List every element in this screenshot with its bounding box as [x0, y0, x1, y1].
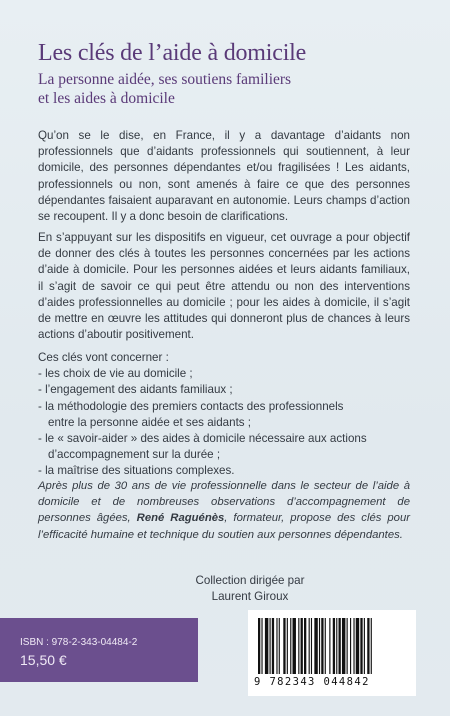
- list-item: - la méthodologie des premiers contacts des professionnels: [38, 399, 344, 413]
- barcode-bar: [333, 618, 335, 674]
- book-subtitle: [38, 70, 418, 108]
- isbn-number: ISBN : 978-2-343-04484-2: [20, 637, 138, 648]
- barcode-bar: [272, 618, 274, 674]
- barcode-bar: [350, 618, 351, 674]
- list-item-continuation: d’accompagnement sur la durée ;: [48, 448, 221, 462]
- list-item: - la maîtrise des situations complexes.: [38, 464, 235, 478]
- isbn-panel: [0, 618, 198, 682]
- barcode-bar: [270, 618, 271, 674]
- barcode-bar: [325, 618, 326, 674]
- collection-label: Collection dirigée par: [195, 574, 305, 587]
- list-item: - les choix de vie au domicile ;: [38, 367, 193, 381]
- barcode-bar: [371, 618, 372, 674]
- barcode-bar: [336, 618, 337, 674]
- barcode-bar: [304, 618, 306, 674]
- barcode-bar: [353, 618, 354, 674]
- barcode: [248, 610, 416, 696]
- barcode-bar: [279, 618, 280, 674]
- barcode-bar: [301, 618, 303, 674]
- barcode-bar: [311, 618, 312, 674]
- barcode-bar: [258, 618, 260, 674]
- list-item: - le « savoir-aider » des aides à domicile nécessaire aux actions: [38, 432, 367, 446]
- barcode-bar: [314, 618, 317, 674]
- barcode-bar: [261, 618, 262, 674]
- barcode-bar: [283, 618, 285, 674]
- barcode-bar: [265, 618, 268, 674]
- list-item: - l’engagement des aidants familiaux ;: [38, 383, 233, 397]
- barcode-bar: [287, 618, 288, 674]
- barcode-bar: [347, 618, 348, 674]
- keys-list: [38, 350, 410, 480]
- subtitle-line-2: et les aides à domicile: [38, 90, 175, 107]
- barcode-bar: [319, 618, 320, 674]
- barcode-bar: [360, 618, 362, 674]
- bio-text: Après plus de 30 ans de vie professionnelle dans le secteur de l’aide à domicile et de nombreuses observations d’accompagnement de personnes âgées,: [38, 480, 410, 525]
- barcode-bar: [276, 618, 277, 674]
- barcode-bar: [342, 618, 345, 674]
- intro-paragraph: Qu’on se le dise, en France, il y a davantage d’aidants non professionnels que d’aidants professionnels qui soutiennent, à leur domicile, des personnes dépendantes et/ou fragilisées ! Les aidants, professionnels ou non, sont amenés à faire ce que des personnes dépendantes faisaient auparavant en autonomie. Leurs champs d’action se recoupent. Il y a donc besoin de clarifications.: [38, 129, 410, 224]
- barcode-bar: [298, 618, 299, 674]
- subtitle-line-1: La personne aidée, ses soutiens familiers: [38, 71, 292, 88]
- barcode-bars: [258, 618, 406, 676]
- collection-credit: [150, 573, 350, 605]
- barcode-bar: [364, 618, 365, 674]
- price: 15,50 €: [20, 652, 67, 668]
- barcode-bar: [367, 618, 369, 674]
- author-bio: [38, 478, 410, 543]
- barcode-bar: [321, 618, 323, 674]
- collection-director: Laurent Giroux: [211, 590, 289, 603]
- barcode-bar: [293, 618, 296, 674]
- barcode-bar: [309, 618, 310, 674]
- author-name: René Raguénès: [136, 512, 225, 525]
- barcode-digits: 9 782343 044842: [254, 676, 370, 688]
- barcode-bar: [290, 618, 291, 674]
- list-item-continuation: entre la personne aidée et ses aidants ;: [48, 415, 252, 429]
- book-title: Les clés de l’aide à domicile: [38, 40, 307, 66]
- barcode-bar: [356, 618, 359, 674]
- barcode-bar: [329, 618, 330, 674]
- list-intro: Ces clés vont concerner :: [38, 351, 169, 364]
- barcode-bar: [339, 618, 341, 674]
- bio-text: , formateur, propose des clés pour l’efficacité humaine et technique du soutien aux personnes dépendantes.: [38, 512, 411, 541]
- objective-paragraph: En s’appuyant sur les dispositifs en vigueur, cet ouvrage a pour objectif de donner des clés à toutes les personnes concernées par les actions d’aide à domicile. Pour les personnes aidées et leurs aidants familiaux, il s’agit de savoir ce qui peut être attendu ou non des interventions d’aides professionnelles au domicile ; pour les aides à domicile, il s’agit de mettre en œuvre les attitudes qui donneront plus de chances à leurs actions d’aboutir positivement.: [38, 231, 410, 342]
